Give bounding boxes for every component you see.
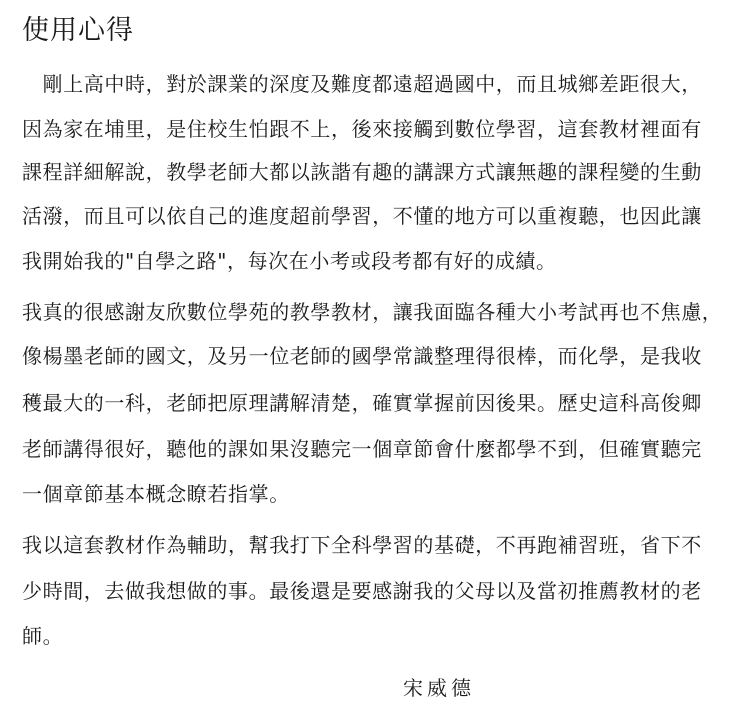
author-signature: 宋威德 [403, 676, 475, 700]
paragraph-line: 我真的很感謝友欣數位學苑的教學教材，讓我面臨各種大小考試再也不焦慮， [22, 300, 723, 324]
page-title: 使用心得 [22, 15, 134, 46]
paragraph-line: 因為家在埔里，是住校生怕跟不上，後來接觸到數位學習，這套教材裡面有 [22, 117, 702, 141]
paragraph-line: 穫最大的一科，老師把原理講解清楚，確實掌握前因後果。歷史這科高俊卿 [22, 391, 702, 415]
paragraph-line: 老師講得很好，聽他的課如果沒聽完一個章節會什麼都學不到，但確實聽完 [22, 437, 702, 461]
paragraph-line: 像楊墨老師的國文，及另一位老師的國學常識整理得很棒，而化學，是我收 [22, 344, 702, 368]
paragraph-line: 師。 [22, 624, 64, 648]
paragraph-line: 我開始我的"自學之路"，每次在小考或段考都有好的成績。 [22, 249, 557, 273]
paragraph-line: 剛上高中時，對於課業的深度及難度都遠超過國中，而且城鄉差距很大， [22, 72, 702, 96]
paragraph-line: 課程詳細解說，教學老師大都以詼諧有趣的講課方式讓無趣的課程變的生動 [22, 160, 702, 184]
paragraph-line: 一個章節基本概念瞭若指掌。 [22, 482, 290, 506]
paragraph-line: 活潑，而且可以依自己的進度超前學習，不懂的地方可以重複聽，也因此讓 [22, 204, 702, 228]
paragraph-line: 我以這套教材作為輔助，幫我打下全科學習的基礎，不再跑補習班，省下不 [22, 533, 702, 557]
paragraph-line: 少時間，去做我想做的事。最後還是要感謝我的父母以及當初推薦教材的老 [22, 579, 702, 603]
